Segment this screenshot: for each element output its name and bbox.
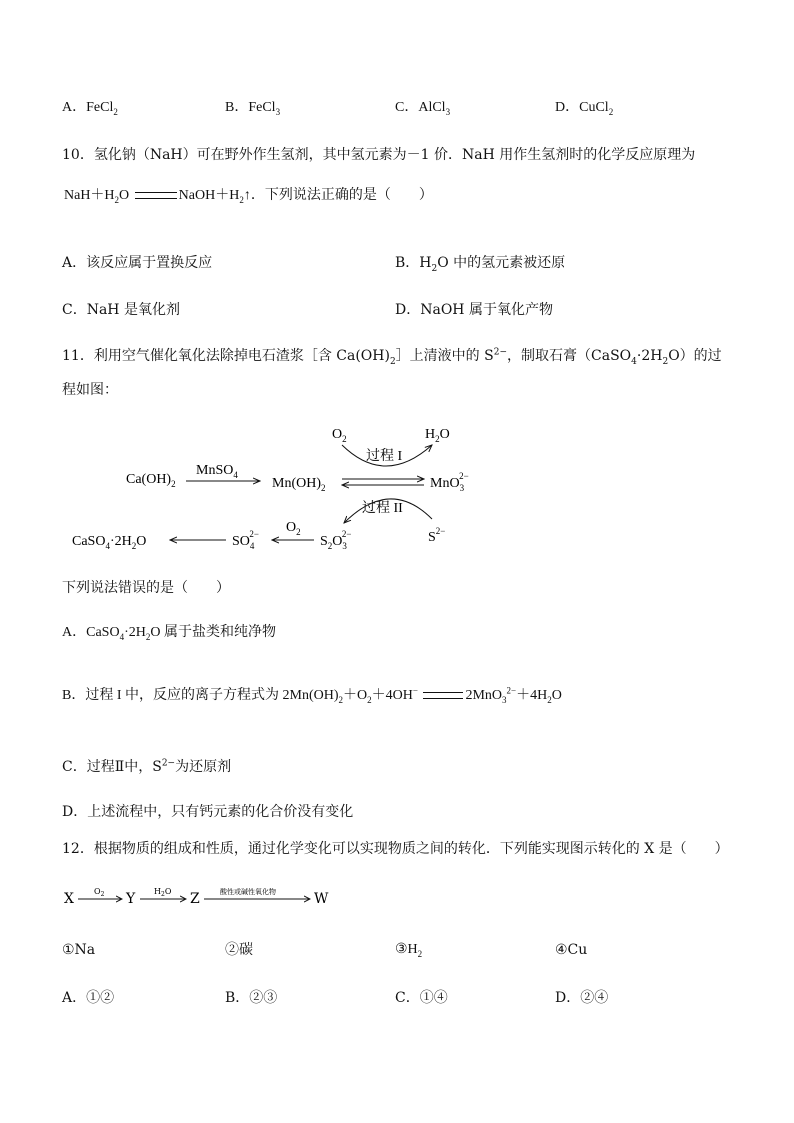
mno3-label: MnO$_3$2− (430, 471, 469, 493)
opt-part: O (551, 688, 562, 703)
opt-part: ＋O (343, 688, 368, 703)
subscript: 4 (631, 356, 637, 367)
stem-part: ］上清液中的 S (395, 348, 494, 364)
subscript: 2 (389, 356, 396, 367)
q10-option-b (395, 253, 565, 273)
superscript: 2− (493, 347, 508, 358)
option-formula: CuCl (579, 100, 609, 115)
q12-item-1: ①Na (62, 942, 96, 958)
q9-option-a (62, 98, 118, 118)
h2o-label: $H_2O$ (425, 427, 450, 444)
option-formula: FeCl (86, 100, 114, 115)
option-letter: C． (395, 100, 419, 115)
opt-part: ·2H (124, 625, 146, 640)
opt-part: C．过程Ⅱ中，S (62, 759, 162, 775)
opt-part: O 属于盐类和纯净物 (150, 625, 276, 640)
double-line-equals (423, 692, 463, 699)
subscript: 2 (239, 194, 244, 205)
stem-part: (OH) (355, 348, 390, 364)
q9-option-c (395, 98, 450, 118)
subscript: 4 (119, 631, 125, 642)
caso4-label: $CaSO_4\cdot 2H_2O$ (72, 534, 147, 551)
eq-part: O (119, 188, 130, 203)
subscript: 2 (662, 356, 669, 367)
eq-part: NaH＋H (64, 188, 115, 203)
s2-label: $S^{2-}$ (428, 526, 446, 545)
q12-item-3 (395, 940, 422, 960)
superscript: 2− (161, 758, 176, 769)
opt-part: O 中的氢元素被还原 (437, 255, 566, 271)
o2-top-label: $O_2$ (332, 427, 347, 444)
chain-reagent-1: $O_2$ (94, 887, 105, 898)
opt-part: ＋4H (516, 688, 548, 703)
q9-option-b (225, 98, 280, 118)
caoh2-label: $Ca(OH)_2$ (126, 472, 176, 489)
option-letter: B． (225, 100, 249, 115)
option-formula: AlCl (418, 100, 446, 115)
subscript: 3 (445, 106, 451, 117)
subscript: 3 (502, 694, 507, 705)
q11-stem-line2: 程如图： (62, 382, 118, 398)
opt-part: A．CaSO (62, 625, 120, 640)
q12-transformation-chain (60, 882, 340, 912)
stem-part: ，制取石膏（CaSO (507, 348, 632, 364)
q9-option-d (555, 98, 613, 118)
q10-option-d: D．NaOH 属于氧化产物 (395, 302, 553, 318)
chain-reagent-2: $H_2O$ (154, 887, 172, 898)
so4-label: $SO_42-$ (232, 529, 259, 551)
eq-tail: ↑．下列说法正确的是（ ） (243, 188, 433, 203)
q10-equation (64, 186, 433, 206)
s2o3-label: $S_2O_32-$ (320, 529, 352, 551)
reaction-flow-svg (60, 415, 520, 555)
opt-part: (OH) (308, 688, 339, 703)
q11-option-d: D．上述流程中，只有钙元素的化合价没有变化 (62, 804, 354, 820)
item-part: ③H (395, 942, 418, 957)
q10-stem: 10．氢化钠（NaH）可在野外作生氢剂，其中氢元素为－1 价．NaH 用作生氢剂时的化学反应原理为 (62, 147, 696, 163)
q11-option-c (62, 757, 231, 777)
subscript: 3 (275, 106, 281, 117)
option-formula: FeCl (248, 100, 276, 115)
subscript: 2 (417, 948, 423, 959)
subscript: 2 (547, 694, 552, 705)
reaction-flow-diagram (60, 415, 520, 555)
q12-item-4: ④Cu (555, 942, 588, 958)
opt-part: B．过程 I 中，反应的离子方程式为 2Mn (62, 688, 309, 703)
q11-stem-line1 (62, 346, 722, 366)
q12-answer-b: B．②③ (225, 990, 278, 1006)
opt-part: B．H (395, 255, 432, 271)
opt-part: ＋4OH (371, 688, 413, 703)
chain-svg (60, 882, 340, 912)
superscript: 2− (506, 685, 517, 696)
mnso4-label: MnSO$_4$ (196, 463, 238, 480)
mnoh2-label: $Mn(OH)_2$ (272, 476, 326, 493)
q11-option-a (62, 623, 276, 643)
chain-x: X (64, 891, 74, 907)
process1-label: 过程 I (366, 449, 403, 464)
q12-answer-d: D．②④ (555, 990, 609, 1006)
option-letter: D． (555, 100, 580, 115)
chain-w: W (314, 891, 329, 907)
chain-reagent-3: 酸性或碱性氧化物 (220, 888, 276, 896)
chain-z: Z (190, 891, 200, 907)
o2-bottom-label: $O_2$ (286, 520, 301, 537)
subscript: 2 (431, 263, 438, 274)
subscript: 2 (114, 194, 120, 205)
q12-item-2: ②碳 (225, 942, 253, 958)
subscript: 2 (367, 694, 372, 705)
q12-answer-c: C．①④ (395, 990, 448, 1006)
superscript: − (412, 685, 418, 696)
q10-option-a: A．该反应属于置换反应 (62, 255, 213, 271)
stem-part: O）的过 (668, 348, 722, 364)
double-line-equals (135, 192, 177, 199)
process2-label: 过程 II (362, 501, 403, 516)
stem-part: ·2H (636, 348, 663, 364)
subscript: 2 (145, 631, 151, 642)
stem-part: 11．利用空气催化氧化法除掉电石渣浆［含 Ca (62, 348, 356, 364)
eq-part: NaOH＋H (178, 188, 240, 203)
subscript: 2 (608, 106, 614, 117)
q12-stem: 12．根据物质的组成和性质，通过化学变化可以实现物质之间的转化．下列能实现图示转化的 X 是（ ） (62, 841, 729, 857)
option-letter: A． (62, 100, 87, 115)
q11-option-b (62, 686, 562, 706)
q12-answer-a: A．①② (62, 990, 115, 1006)
subscript: 2 (113, 106, 118, 117)
chain-y: Y (126, 891, 136, 907)
opt-part: 2MnO (465, 688, 502, 703)
opt-part: 为还原剂 (175, 759, 232, 775)
q10-option-c: C．NaH 是氧化剂 (62, 302, 180, 318)
q11-question: 下列说法错误的是（ ） (62, 580, 230, 596)
subscript: 2 (338, 694, 343, 705)
